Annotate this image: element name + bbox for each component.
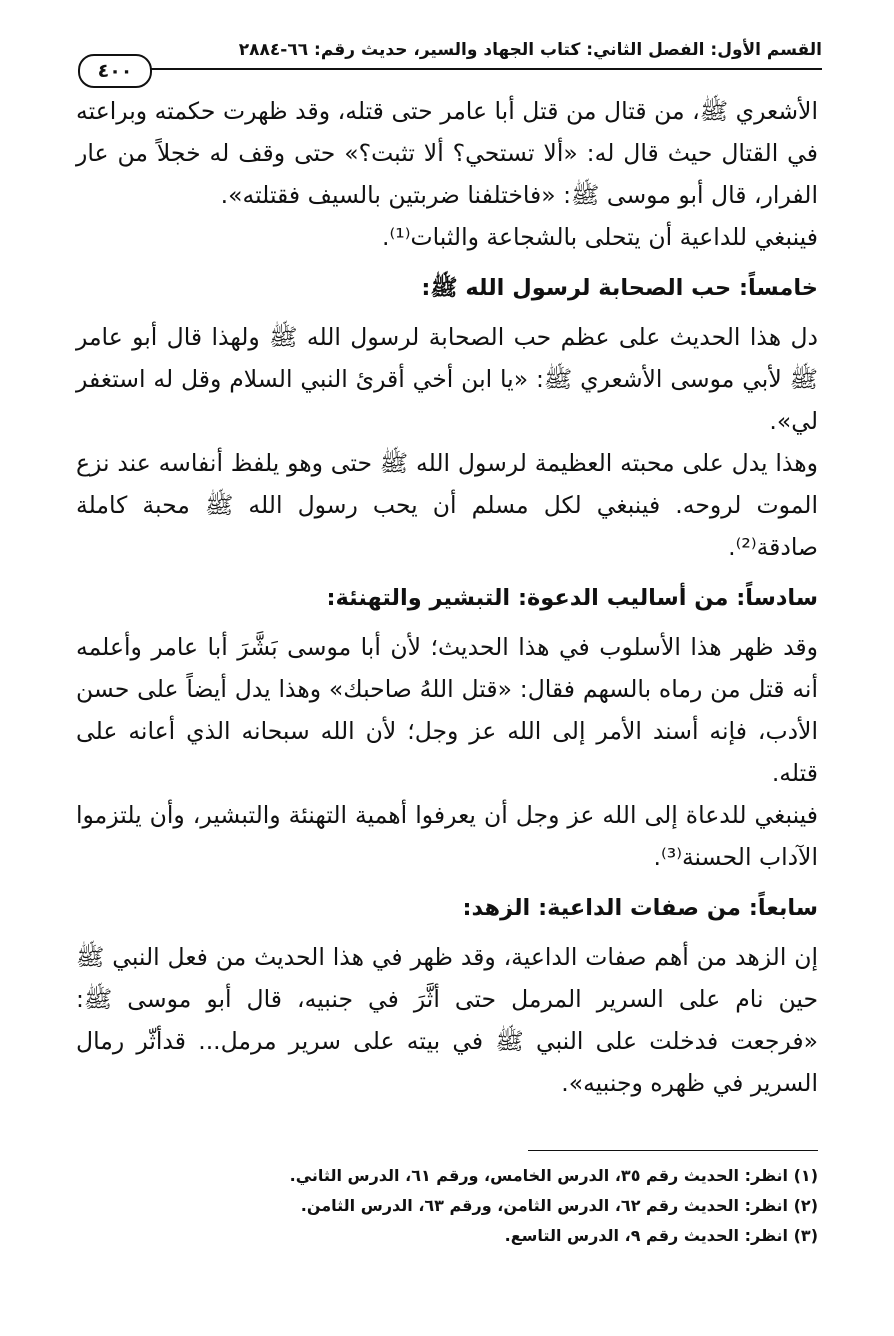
paragraph: وقد ظهر هذا الأسلوب في هذا الحديث؛ لأن أبا موسى بَشَّرَ أبا عامر وأعلمه أنه قتل من رماه بالسهم فقال: «قتل اللهُ صاحبك» وهذا يدل أيضاً على حسن الأدب، فإنه أسند الأمر إلى الله عز وجل؛ لأن الله سبحانه الذي أعانه على قتله. — [76, 633, 818, 787]
paragraph: فينبغي للداعية أن يتحلى بالشجاعة والثبات⁽¹⁾. — [382, 223, 818, 251]
section-heading: خامساً: حب الصحابة لرسول الله ﷺ: — [421, 275, 818, 301]
footnote: (١) انظر: الحديث رقم ٣٥، الدرس الخامس، ورقم ٦١، الدرس الثاني. — [289, 1166, 818, 1185]
footnotes — [76, 1150, 818, 1251]
paragraph: وهذا يدل على محبته العظيمة لرسول الله ﷺ حتى وهو يلفظ أنفاسه عند نزع الموت لروحه. فينبغي لكل مسلم أن يحب رسول الله ﷺ محبة كاملة صادقة⁽²⁾. — [76, 449, 818, 561]
running-title: القسم الأول: الفصل الثاني: كتاب الجهاد والسير، حديث رقم: ٦٦-٢٨٨٤ — [238, 40, 822, 60]
header-rule — [150, 68, 822, 70]
page-number: ٤٠٠ — [78, 54, 152, 88]
page-header — [78, 40, 822, 82]
paragraph: الأشعري ﷺ، من قتال من قتل أبا عامر حتى قتله، وقد ظهرت حكمته وبراعته في القتال حيث قال له: «ألا تستحي؟ ألا تثبت؟» حتى وقف له خجلاً من عار الفرار، قال أبو موسى ﷺ: «فاختلفنا ضربتين بالسيف فقتلته». — [76, 97, 818, 209]
paragraph: فينبغي للدعاة إلى الله عز وجل أن يعرفوا أهمية التهنئة والتبشير، وأن يلتزموا الآداب الحسنة⁽³⁾. — [76, 801, 818, 871]
paragraph: إن الزهد من أهم صفات الداعية، وقد ظهر في هذا الحديث من فعل النبي ﷺ حين نام على السرير المرمل حتى أثَّرَ في جنبيه، قال أبو موسى ﷺ: «فرجعت فدخلت على النبي ﷺ في بيته على سرير مرمل... قدأثّر رمال السرير في ظهره وجنبيه». — [76, 943, 818, 1097]
section-heading: سادساً: من أساليب الدعوة: التبشير والتهنئة: — [326, 585, 818, 611]
paragraph: دل هذا الحديث على عظم حب الصحابة لرسول الله ﷺ ولهذا قال أبو عامر ﷺ لأبي موسى الأشعري ﷺ: «يا ابن أخي أقرئ النبي السلام وقل له استغفر لي». — [76, 323, 818, 435]
footnote: (٢) انظر: الحديث رقم ٦٢، الدرس الثامن، ورقم ٦٣، الدرس الثامن. — [300, 1196, 818, 1215]
footnote: (٣) انظر: الحديث رقم ٩، الدرس التاسع. — [504, 1226, 818, 1245]
footnote-rule — [528, 1150, 818, 1151]
section-heading: سابعاً: من صفات الداعية: الزهد: — [462, 895, 818, 921]
page-body — [76, 90, 818, 1104]
